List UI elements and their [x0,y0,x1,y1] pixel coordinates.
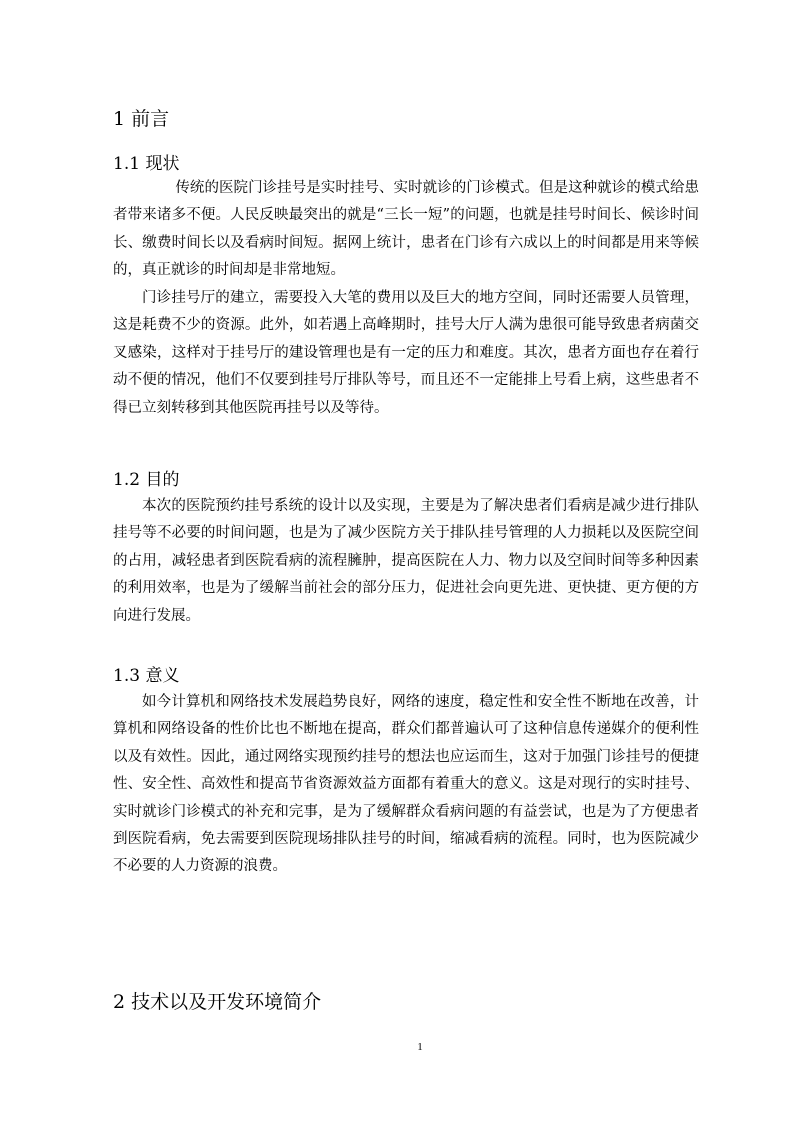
paragraph-status-2: 门诊挂号厅的建立，需要投入大笔的费用以及巨大的地方空间，同时还需要人员管理，这是耗费不少的资源。此外，如若遇上高峰期时，挂号大厅人满为患很可能导致患者病菌交叉感染，这样对于挂号厅的建设管理也是有一定的压力和难度。其次，患者方面也存在着行动不便的情况，他们不仅要到挂号厅排队等号，而且还不一定能排上号看上病，这些患者不得已立刻转移到其他医院再挂号以及等待。 [113,290,699,416]
chapter-heading-tech: 2 技术以及开发环境简介 [113,991,322,1013]
paragraph-purpose-1: 本次的医院预约挂号系统的设计以及实现，主要是为了解决患者们看病是减少进行排队挂号等不必要的时间问题，也是为了减少医院方关于排队挂号管理的人力损耗以及医院空间的占用，减轻患者到医院看病的流程臃肿，提高医院在人力、物力以及空间时间等多种因素的利用效率，也是为了缓解当前社会的部分压力，促进社会向更先进、更快捷、更方便的方向进行发展。 [113,498,699,624]
section-heading-significance: 1.3 意义 [113,666,180,686]
chapter-heading-intro: 1 前言 [113,108,170,130]
paragraph-significance-1: 如今计算机和网络技术发展趋势良好，网络的速度，稳定性和安全性不断地在改善，计算机和网络设备的性价比也不断地在提高，群众们都普遍认可了这种信息传递媒介的便利性以及有效性。因此，通过网络实现预约挂号的想法也应运而生，这对于加强门诊挂号的便捷性、安全性、高效性和提高节省资源效益方面都有着重大的意义。这是对现行的实时挂号、实时就诊门诊模式的补充和完事，是为了缓解群众看病问题的有益尝试，也是为了方便患者到医院看病，免去需要到医院现场排队挂号的时间，缩减看病的流程。同时，也为医院减少不必要的人力资源的浪费。 [113,694,699,875]
page-number: 1 [417,1041,423,1053]
section-heading-status: 1.1 现状 [113,154,180,174]
section-heading-purpose: 1.2 目的 [113,470,180,490]
paragraph-status-1: 传统的医院门诊挂号是实时挂号、实时就诊的门诊模式。但是这种就诊的模式给患者带来诸多不便。人民反映最突出的就是“三长一短”的问题，也就是挂号时间长、候诊时间长、缴费时间长以及看病时间短。据网上统计，患者在门诊有六成以上的时间都是用来等候的，真正就诊的时间却是非常地短。 [113,180,699,279]
